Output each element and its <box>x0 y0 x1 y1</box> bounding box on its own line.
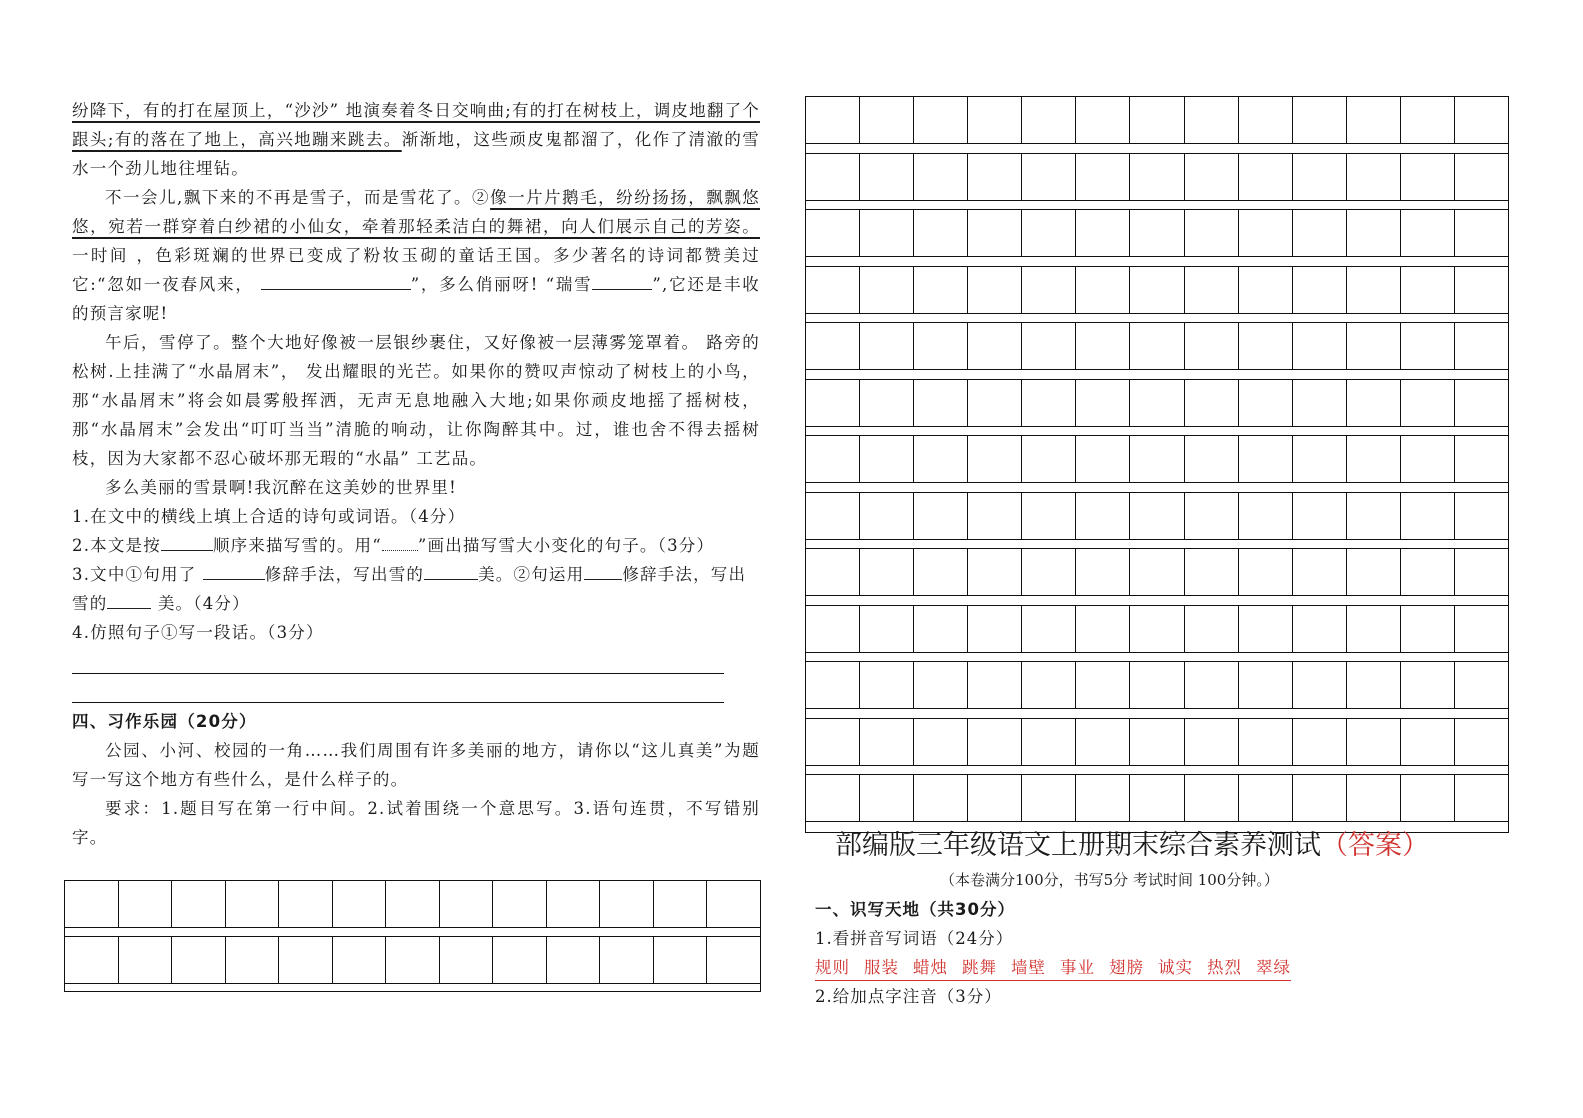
grid-cell[interactable] <box>1347 436 1401 482</box>
grid-gap <box>806 709 1508 719</box>
grid-cell[interactable] <box>968 436 1022 482</box>
grid-cell[interactable] <box>1401 323 1455 369</box>
grid-cell[interactable] <box>806 154 860 200</box>
grid-cell[interactable] <box>914 154 968 200</box>
answer-line-2[interactable] <box>72 702 724 703</box>
grid-cell[interactable] <box>1401 154 1455 200</box>
grid-cell[interactable] <box>1130 775 1184 821</box>
grid-cell[interactable] <box>860 775 914 821</box>
question-1: 1.在文中的横线上填上合适的诗句或词语。（4分） <box>72 507 466 526</box>
passage-paragraph-2: 不一会儿,飘下来的不再是雪子，而是雪花了。②像一片片鹅毛，纷纷扬扬，飘飘悠悠，宛若一群穿着白纱裙的小仙女，牵着那轻柔洁白的舞裙，向人们展示自己的芳姿。一时间 ，色彩斑斓的世界已变成了粉妆玉砌的童话王国。多少著名的诗词都赞美过它:“忽如一夜春风来， ”，多么俏丽呀! “瑞雪 ”,它还是丰收的预言家呢! <box>72 188 760 323</box>
grid-cell[interactable] <box>1185 210 1239 256</box>
grid-cell[interactable] <box>1401 775 1455 821</box>
grid-row <box>806 493 1508 540</box>
grid-cell[interactable] <box>806 549 860 595</box>
grid-cell[interactable] <box>1239 380 1293 426</box>
grid-cell[interactable] <box>600 881 654 927</box>
fill-blank-beauty-2[interactable] <box>107 590 151 609</box>
grid-cell[interactable] <box>1076 97 1130 143</box>
grid-cell[interactable] <box>914 436 968 482</box>
grid-cell[interactable] <box>1455 662 1508 708</box>
grid-cell[interactable] <box>914 210 968 256</box>
grid-cell[interactable] <box>806 267 860 313</box>
grid-cell[interactable] <box>806 210 860 256</box>
answer-word: 墙壁 <box>1011 958 1046 977</box>
grid-cell[interactable] <box>1401 606 1455 652</box>
grid-row <box>806 97 1508 144</box>
grid-cell[interactable] <box>1022 775 1076 821</box>
grid-cell[interactable] <box>226 937 280 983</box>
passage-paragraph-1: 纷降下，有的打在屋顶上，“沙沙” 地演奏着冬日交响曲;有的打在树枝上，调皮地翻了个跟头;有的落在了地上，高兴地蹦来跳去。渐渐地，这些顽皮鬼都溜了，化作了清澈的雪水一个劲儿地往埋钻。 <box>72 101 761 178</box>
grid-cell[interactable] <box>226 881 280 927</box>
grid-cell[interactable] <box>860 380 914 426</box>
fill-blank-poem[interactable] <box>261 271 411 290</box>
grid-cell[interactable] <box>333 937 387 983</box>
grid-cell[interactable] <box>1076 380 1130 426</box>
grid-cell[interactable] <box>1185 775 1239 821</box>
grid-cell[interactable] <box>1022 267 1076 313</box>
section-4 <box>72 707 760 852</box>
grid-cell[interactable] <box>1347 154 1401 200</box>
grid-cell[interactable] <box>279 937 333 983</box>
grid-cell[interactable] <box>279 881 333 927</box>
grid-gap <box>65 984 760 993</box>
grid-cell[interactable] <box>1239 719 1293 765</box>
grid-gap <box>806 257 1508 267</box>
grid-cell[interactable] <box>914 493 968 539</box>
grid-cell[interactable] <box>1076 267 1130 313</box>
grid-cell[interactable] <box>65 937 119 983</box>
grid-gap <box>806 766 1508 776</box>
grid-cell[interactable] <box>1185 436 1239 482</box>
grid-cell[interactable] <box>1076 210 1130 256</box>
grid-cell[interactable] <box>914 606 968 652</box>
grid-cell[interactable] <box>1293 775 1347 821</box>
grid-cell[interactable] <box>1401 380 1455 426</box>
grid-cell[interactable] <box>1455 606 1508 652</box>
grid-cell[interactable] <box>806 493 860 539</box>
grid-cell[interactable] <box>860 606 914 652</box>
grid-cell[interactable] <box>1347 549 1401 595</box>
grid-cell[interactable] <box>860 719 914 765</box>
question-3: 3.文中①句用了 修辞手法，写出雪的 美。②句运用 修辞手法，写出雪的 美。（4分） <box>72 560 760 618</box>
grid-cell[interactable] <box>1239 493 1293 539</box>
grid-cell[interactable] <box>860 549 914 595</box>
grid-cell[interactable] <box>1347 323 1401 369</box>
section-1-title: 一、识写天地（共30分） <box>815 900 1015 919</box>
grid-cell[interactable] <box>968 775 1022 821</box>
answer-q1-label: 1.看拼音写词语（24分） <box>815 929 1014 948</box>
grid-cell[interactable] <box>493 937 547 983</box>
grid-cell[interactable] <box>968 380 1022 426</box>
grid-cell[interactable] <box>1455 436 1508 482</box>
grid-cell[interactable] <box>1401 97 1455 143</box>
grid-cell[interactable] <box>1347 97 1401 143</box>
grid-cell[interactable] <box>968 154 1022 200</box>
grid-cell[interactable] <box>1130 436 1184 482</box>
grid-cell[interactable] <box>1185 549 1239 595</box>
grid-cell[interactable] <box>654 937 708 983</box>
grid-cell[interactable] <box>1293 323 1347 369</box>
grid-cell[interactable] <box>968 97 1022 143</box>
grid-cell[interactable] <box>1185 493 1239 539</box>
grid-cell[interactable] <box>1022 606 1076 652</box>
grid-cell[interactable] <box>860 493 914 539</box>
grid-gap <box>806 596 1508 606</box>
grid-cell[interactable] <box>600 937 654 983</box>
grid-cell[interactable] <box>860 323 914 369</box>
grid-cell[interactable] <box>1022 323 1076 369</box>
grid-cell[interactable] <box>1022 380 1076 426</box>
grid-cell[interactable] <box>1185 97 1239 143</box>
grid-cell[interactable] <box>1239 267 1293 313</box>
grid-row <box>806 436 1508 483</box>
underlined-sentence-2: 像一片片鹅毛，纷纷扬扬，飘飘悠悠，宛若一群穿着白纱裙的小仙女，牵着那轻柔洁白的舞裙，向人们展示自己的芳姿。 <box>72 188 760 236</box>
answer-word: 翠绿 <box>1256 958 1291 977</box>
grid-cell[interactable] <box>1455 210 1508 256</box>
grid-cell[interactable] <box>1239 775 1293 821</box>
page-title: 部编版三年级语文上册期末综合素养测试（答案） <box>835 830 1429 861</box>
grid-cell[interactable] <box>1130 97 1184 143</box>
grid-cell[interactable] <box>1401 662 1455 708</box>
grid-cell[interactable] <box>1293 493 1347 539</box>
grid-cell[interactable] <box>1130 267 1184 313</box>
grid-cell[interactable] <box>1293 97 1347 143</box>
grid-cell[interactable] <box>1130 210 1184 256</box>
grid-cell[interactable] <box>968 606 1022 652</box>
answer-word: 服装 <box>864 958 899 977</box>
grid-cell[interactable] <box>914 775 968 821</box>
answer-q2-label: 2.给加点字注音（3分） <box>815 987 1002 1006</box>
grid-cell[interactable] <box>1293 154 1347 200</box>
grid-cell[interactable] <box>1455 719 1508 765</box>
grid-cell[interactable] <box>1239 323 1293 369</box>
grid-cell[interactable] <box>914 97 968 143</box>
grid-cell[interactable] <box>914 719 968 765</box>
fill-blank-ruixue[interactable] <box>592 271 652 290</box>
answer-section-1 <box>815 895 1495 1011</box>
grid-cell[interactable] <box>493 881 547 927</box>
grid-cell[interactable] <box>806 662 860 708</box>
fill-blank-rhetoric-2[interactable] <box>584 561 622 580</box>
grid-cell[interactable] <box>1130 719 1184 765</box>
grid-cell[interactable] <box>547 881 601 927</box>
grid-cell[interactable] <box>806 719 860 765</box>
grid-cell[interactable] <box>1130 154 1184 200</box>
grid-cell[interactable] <box>65 881 119 927</box>
grid-cell[interactable] <box>914 549 968 595</box>
grid-cell[interactable] <box>119 937 173 983</box>
grid-cell[interactable] <box>1239 662 1293 708</box>
grid-row <box>806 267 1508 314</box>
grid-cell[interactable] <box>1293 606 1347 652</box>
grid-cell[interactable] <box>968 493 1022 539</box>
grid-cell[interactable] <box>440 881 494 927</box>
grid-cell[interactable] <box>1347 380 1401 426</box>
underlined-sentence-1: 纷降下，有的打在屋顶上，“沙沙” 地演奏着冬日交响曲;有的打在树枝上，调皮地翻了个跟头;有的落在了地上，高兴地蹦来跳去。 <box>72 101 760 149</box>
grid-gap <box>806 427 1508 437</box>
section-4-requirements: 要求：1.题目写在第一行中间。2.试着围绕一个意思写。3.语句连贯，不写错别字。 <box>72 799 760 847</box>
grid-cell[interactable] <box>1347 606 1401 652</box>
grid-cell[interactable] <box>172 937 226 983</box>
grid-cell[interactable] <box>860 154 914 200</box>
question-4: 4.仿照句子①写一段话。（3分） <box>72 623 324 642</box>
grid-cell[interactable] <box>1401 549 1455 595</box>
answer-tag: （答案） <box>1321 830 1429 861</box>
grid-cell[interactable] <box>1347 493 1401 539</box>
grid-cell[interactable] <box>806 380 860 426</box>
section-4-title: 四、习作乐园（20分） <box>72 712 257 731</box>
grid-cell[interactable] <box>968 662 1022 708</box>
grid-cell[interactable] <box>1130 549 1184 595</box>
grid-cell[interactable] <box>1293 380 1347 426</box>
grid-cell[interactable] <box>1022 210 1076 256</box>
grid-cell[interactable] <box>1185 323 1239 369</box>
grid-cell[interactable] <box>1347 775 1401 821</box>
grid-cell[interactable] <box>1401 493 1455 539</box>
grid-cell[interactable] <box>1076 436 1130 482</box>
grid-gap <box>806 314 1508 324</box>
grid-cell[interactable] <box>1130 606 1184 652</box>
grid-cell[interactable] <box>968 267 1022 313</box>
answer-word: 热烈 <box>1207 958 1242 977</box>
grid-row <box>806 775 1508 822</box>
grid-cell[interactable] <box>1185 662 1239 708</box>
grid-cell[interactable] <box>1022 719 1076 765</box>
grid-cell[interactable] <box>1293 549 1347 595</box>
grid-gap <box>65 928 760 937</box>
grid-gap <box>806 144 1508 154</box>
grid-cell[interactable] <box>1293 210 1347 256</box>
grid-cell[interactable] <box>1401 436 1455 482</box>
grid-gap <box>806 201 1508 211</box>
left-page <box>72 96 760 647</box>
grid-cell[interactable] <box>806 606 860 652</box>
grid-cell[interactable] <box>968 210 1022 256</box>
grid-cell[interactable] <box>1185 606 1239 652</box>
grid-cell[interactable] <box>914 267 968 313</box>
grid-cell[interactable] <box>386 937 440 983</box>
grid-cell[interactable] <box>707 937 760 983</box>
writing-grid-right[interactable] <box>805 96 1509 833</box>
grid-cell[interactable] <box>1347 210 1401 256</box>
question-2: 2.本文是按 顺序来描写雪的。用“ ”画出描写雪大小变化的句子。（3分） <box>72 531 760 560</box>
grid-cell[interactable] <box>1401 719 1455 765</box>
grid-cell[interactable] <box>968 719 1022 765</box>
grid-cell[interactable] <box>1239 549 1293 595</box>
answer-word: 翅膀 <box>1109 958 1144 977</box>
fill-blank-rhetoric-1[interactable] <box>203 561 265 580</box>
grid-cell[interactable] <box>860 662 914 708</box>
fill-blank-beauty-1[interactable] <box>424 561 478 580</box>
grid-cell[interactable] <box>968 323 1022 369</box>
grid-cell[interactable] <box>914 323 968 369</box>
grid-cell[interactable] <box>806 436 860 482</box>
grid-gap <box>806 370 1508 380</box>
grid-cell[interactable] <box>1022 436 1076 482</box>
grid-row <box>806 549 1508 596</box>
answer-q1-words <box>815 956 1291 981</box>
grid-cell[interactable] <box>1455 380 1508 426</box>
grid-cell[interactable] <box>1076 719 1130 765</box>
fill-blank-order[interactable] <box>161 532 213 551</box>
exam-info: （本卷满分100分，书写5分 考试时间 100分钟。） <box>940 871 1279 889</box>
grid-cell[interactable] <box>1076 606 1130 652</box>
grid-cell[interactable] <box>860 210 914 256</box>
grid-gap <box>806 653 1508 663</box>
grid-cell[interactable] <box>1022 549 1076 595</box>
grid-cell[interactable] <box>1076 775 1130 821</box>
grid-cell[interactable] <box>1130 380 1184 426</box>
grid-cell[interactable] <box>860 267 914 313</box>
grid-row <box>806 719 1508 766</box>
grid-cell[interactable] <box>1076 323 1130 369</box>
answer-word: 事业 <box>1060 958 1095 977</box>
grid-cell[interactable] <box>968 549 1022 595</box>
grid-cell[interactable] <box>1185 719 1239 765</box>
grid-cell[interactable] <box>1022 662 1076 708</box>
grid-cell[interactable] <box>806 775 860 821</box>
grid-cell[interactable] <box>1076 662 1130 708</box>
grid-cell[interactable] <box>119 881 173 927</box>
grid-cell[interactable] <box>1347 662 1401 708</box>
grid-cell[interactable] <box>654 881 708 927</box>
grid-cell[interactable] <box>1130 662 1184 708</box>
grid-row <box>806 154 1508 201</box>
answer-word: 跳舞 <box>962 958 997 977</box>
grid-cell[interactable] <box>1455 549 1508 595</box>
grid-cell[interactable] <box>806 323 860 369</box>
grid-cell[interactable] <box>1293 719 1347 765</box>
grid-cell[interactable] <box>1239 606 1293 652</box>
grid-cell[interactable] <box>1293 267 1347 313</box>
grid-cell[interactable] <box>1022 97 1076 143</box>
grid-cell[interactable] <box>1455 154 1508 200</box>
wavy-underline-sample <box>382 536 418 551</box>
grid-cell[interactable] <box>1455 323 1508 369</box>
grid-cell[interactable] <box>1130 323 1184 369</box>
grid-cell[interactable] <box>1401 210 1455 256</box>
grid-cell[interactable] <box>1076 154 1130 200</box>
grid-cell[interactable] <box>1401 267 1455 313</box>
answer-word: 诚实 <box>1158 958 1193 977</box>
grid-cell[interactable] <box>806 97 860 143</box>
grid-cell[interactable] <box>1185 380 1239 426</box>
grid-row <box>65 937 760 984</box>
passage-paragraph-3: 午后，雪停了。整个大地好像被一层银纱裹住，又好像被一层薄雾笼罩着。 路旁的松树.上挂满了“水晶屑末”， 发出耀眼的光芒。如果你的赞叹声惊动了树枝上的小鸟，那“水晶屑末”将会如晨雾般挥洒，无声无息地融入大地;如果你顽皮地摇了摇树枝，那“水晶屑末”会发出“叮叮当当”清脆的响动，让你陶醉其中。过，谁也舍不得去摇树枝，因为大家都不忍心破坏那无瑕的“水晶” 工艺品。 <box>72 333 760 468</box>
grid-cell[interactable] <box>333 881 387 927</box>
section-4-prompt: 公园、小河、校园的一角……我们周围有许多美丽的地方，请你以“这儿真美”为题写一写这个地方有些什么，是什么样子的。 <box>72 741 760 789</box>
grid-cell[interactable] <box>914 380 968 426</box>
grid-cell[interactable] <box>1239 97 1293 143</box>
grid-cell[interactable] <box>1076 493 1130 539</box>
grid-cell[interactable] <box>440 937 494 983</box>
grid-cell[interactable] <box>172 881 226 927</box>
grid-row <box>806 210 1508 257</box>
grid-cell[interactable] <box>860 97 914 143</box>
grid-cell[interactable] <box>1185 154 1239 200</box>
grid-cell[interactable] <box>386 881 440 927</box>
grid-cell[interactable] <box>1185 267 1239 313</box>
grid-row <box>806 380 1508 427</box>
answer-line-1[interactable] <box>72 673 724 674</box>
grid-cell[interactable] <box>1455 493 1508 539</box>
passage-paragraph-4: 多么美丽的雪景啊!我沉醉在这美妙的世界里! <box>105 478 457 497</box>
grid-cell[interactable] <box>914 662 968 708</box>
grid-cell[interactable] <box>1239 436 1293 482</box>
grid-cell[interactable] <box>1076 549 1130 595</box>
grid-row <box>806 323 1508 370</box>
grid-cell[interactable] <box>1293 436 1347 482</box>
grid-cell[interactable] <box>1239 210 1293 256</box>
grid-cell[interactable] <box>1455 97 1508 143</box>
grid-row <box>806 662 1508 709</box>
grid-cell[interactable] <box>1022 154 1076 200</box>
answer-word: 蜡烛 <box>913 958 948 977</box>
grid-cell[interactable] <box>860 436 914 482</box>
answer-word: 规则 <box>815 958 850 977</box>
grid-cell[interactable] <box>1239 154 1293 200</box>
grid-cell[interactable] <box>1022 493 1076 539</box>
grid-cell[interactable] <box>707 881 760 927</box>
grid-row <box>65 881 760 928</box>
grid-gap <box>806 483 1508 493</box>
grid-cell[interactable] <box>1347 267 1401 313</box>
grid-cell[interactable] <box>1293 662 1347 708</box>
grid-cell[interactable] <box>1347 719 1401 765</box>
grid-row <box>806 606 1508 653</box>
grid-cell[interactable] <box>1455 775 1508 821</box>
grid-cell[interactable] <box>1455 267 1508 313</box>
grid-cell[interactable] <box>1130 493 1184 539</box>
writing-grid-left[interactable] <box>64 880 761 992</box>
grid-cell[interactable] <box>547 937 601 983</box>
grid-gap <box>806 540 1508 550</box>
